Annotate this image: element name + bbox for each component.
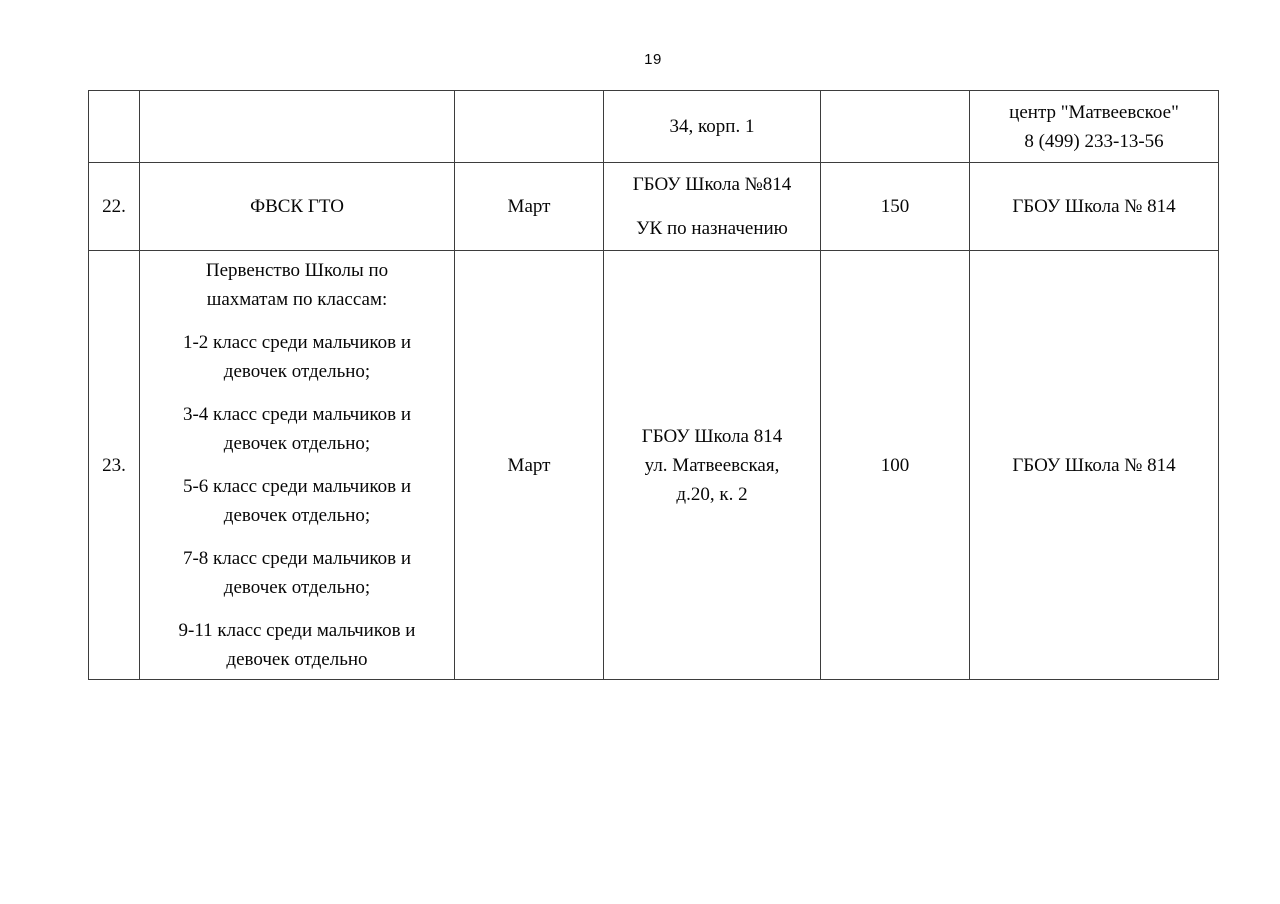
venue-line: д.20, к. 2 [676,483,748,505]
cell-event [140,91,455,163]
event-paragraph: 3-4 класс среди мальчиков и девочек отдельно; [182,404,412,454]
cell-participants: 150 [821,163,970,251]
venue-line: ул. Матвеевская, [644,454,780,476]
document-page [88,0,1218,680]
cell-organizer [970,163,1219,251]
event-paragraph: 1-2 класс среди мальчиков и девочек отдельно; [182,332,412,382]
organizer-phone: 8 (499) 233-13-56 [1024,130,1164,152]
schedule-table [88,90,1219,680]
cell-row-number: 22. [89,163,140,251]
event-paragraph: Первенство Школы по шахматам по классам: [205,260,389,310]
venue-line: УК по назначению [636,218,788,239]
cell-row-number [89,91,140,163]
organizer-text: ГБОУ Школа № 814 [1012,196,1176,217]
cell-organizer [970,91,1219,163]
event-title: ФВСК ГТО [250,196,344,217]
venue-text: 34, корп. 1 [669,116,755,137]
cell-event [140,251,455,680]
cell-event [140,163,455,251]
organizer-text: центр "Матвеевское" [1009,101,1179,123]
cell-venue [604,251,821,680]
table-row-23 [89,251,1219,680]
cell-venue [604,163,821,251]
table-row-carryover [89,91,1219,163]
organizer-text: ГБОУ Школа № 814 [1012,454,1176,476]
event-paragraph: 9-11 класс среди мальчиков и девочек отдельно [178,620,416,670]
cell-month [455,91,604,163]
event-paragraph: 7-8 класс среди мальчиков и девочек отдельно; [182,548,412,598]
cell-month: Март [455,251,604,680]
venue-line: ГБОУ Школа №814 [632,174,792,195]
page-number: 19 [644,51,662,68]
venue-line: ГБОУ Школа 814 [641,425,783,447]
cell-participants: 100 [821,251,970,680]
event-paragraph: 5-6 класс среди мальчиков и девочек отдельно; [182,476,412,526]
cell-participants [821,91,970,163]
cell-venue [604,91,821,163]
cell-month: Март [455,163,604,251]
cell-row-number: 23. [89,251,140,680]
cell-organizer [970,251,1219,680]
table-row-22 [89,163,1219,251]
